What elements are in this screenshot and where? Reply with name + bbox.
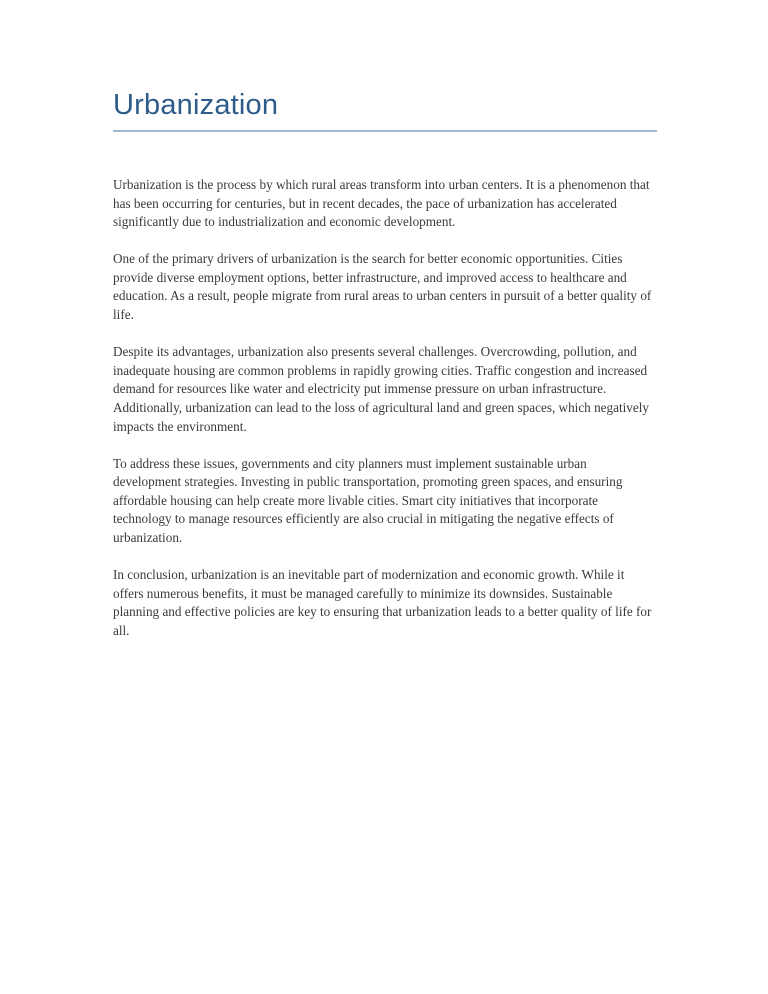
- paragraph-economic-drivers: One of the primary drivers of urbanization is the search for better economic opportunities. Cities provide diverse employment options, better infrastructure, and improved access to healthcare and education. As a result, people migrate from rural areas to urban centers in pursuit of a better quality of life.: [113, 251, 652, 323]
- paragraph-intro: Urbanization is the process by which rural areas transform into urban centers. It is a phenomenon that has been occurring for centuries, but in recent decades, the pace of urbanization has accelerated significantly due to industrialization and economic development.: [113, 177, 650, 230]
- document-body: [113, 176, 657, 640]
- paragraph-challenges: Despite its advantages, urbanization also presents several challenges. Overcrowding, pollution, and inadequate housing are common problems in rapidly growing cities. Traffic congestion and increased demand for resources like water and electricity put immense pressure on urban infrastructure. Additionally, urbanization can lead to the loss of agricultural land and green spaces, which negatively impacts the environment.: [113, 344, 649, 434]
- document-content: [113, 88, 657, 640]
- title-rule: [113, 130, 657, 132]
- paragraph-conclusion: In conclusion, urbanization is an inevitable part of modernization and economic growth. While it offers numerous benefits, it must be managed carefully to minimize its downsides. Sustainable planning and effective policies are key to ensuring that urbanization leads to a better quality of life for all.: [113, 567, 652, 638]
- paragraph-solutions: To address these issues, governments and city planners must implement sustainable urban development strategies. Investing in public transportation, promoting green spaces, and ensuring affordable housing can help create more livable cities. Smart city initiatives that incorporate technology to manage resources efficiently are also crucial in mitigating the negative effects of urbanization.: [113, 455, 623, 545]
- document-title: Urbanization: [113, 89, 279, 121]
